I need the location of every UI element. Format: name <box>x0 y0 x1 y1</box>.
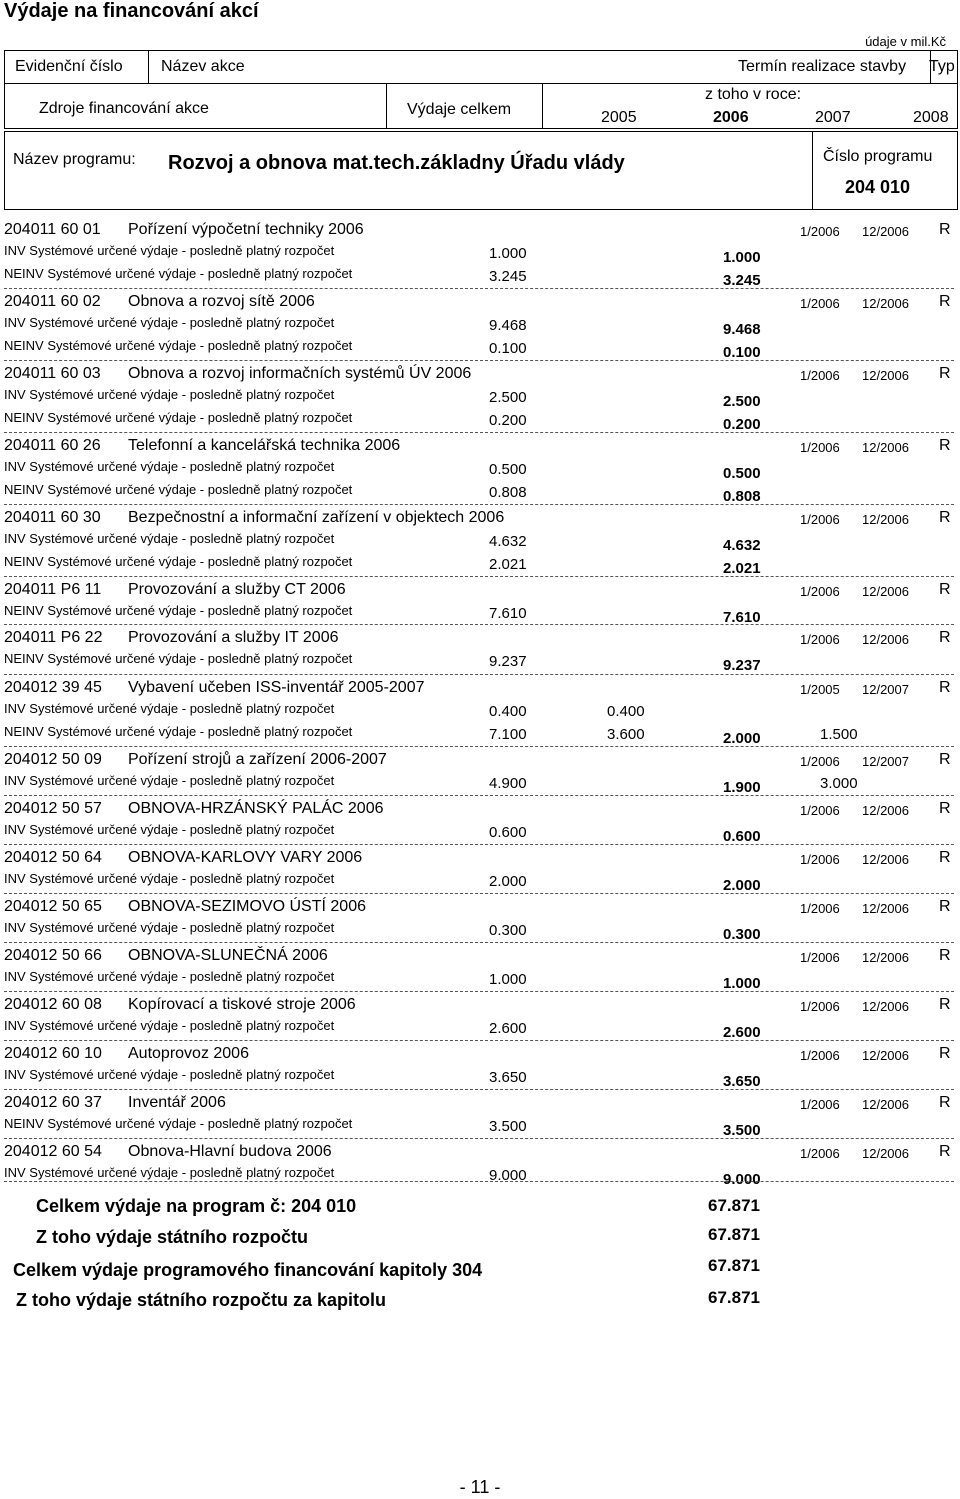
value-2006: 0.100 <box>723 344 761 361</box>
item-code: 204011 60 26 <box>4 437 101 454</box>
item-code: 204012 50 09 <box>4 751 102 768</box>
funding-type: NEINV Systémové určené výdaje - posledně platný rozpočet <box>4 724 353 739</box>
table-row <box>0 724 960 746</box>
row-separator <box>4 504 954 505</box>
item-code: 204011 60 03 <box>4 365 101 382</box>
value-2006: 1.000 <box>723 249 761 266</box>
total-value-program: 67.871 <box>708 1196 760 1215</box>
row-separator <box>4 746 954 747</box>
table-row <box>0 410 960 432</box>
page-number: - 11 - <box>459 1477 501 1497</box>
value-total: 0.100 <box>489 340 527 357</box>
item-type: R <box>939 800 951 817</box>
header-typ: Typ <box>929 58 955 75</box>
table-row <box>0 651 960 673</box>
table-row <box>0 773 960 795</box>
item-date-from: 1/2006 <box>800 512 840 527</box>
row-separator <box>4 1138 954 1139</box>
header-termin: Termín realizace stavby <box>738 58 907 75</box>
program-name: Rozvoj a obnova mat.tech.základny Úřadu vlády <box>168 152 625 174</box>
header-year-2006: 2006 <box>713 109 749 126</box>
program-divider <box>812 132 813 209</box>
list-item <box>0 509 960 581</box>
item-code: 204012 60 37 <box>4 1094 102 1111</box>
value-total: 3.500 <box>489 1118 527 1135</box>
funding-type: INV Systémové určené výdaje - posledně platný rozpočet <box>4 822 335 837</box>
value-2006: 0.600 <box>723 828 761 845</box>
item-date-to: 12/2006 <box>862 999 909 1014</box>
item-date-from: 1/2006 <box>800 296 840 311</box>
list-item <box>0 365 960 437</box>
table-row <box>0 554 960 576</box>
row-separator <box>4 1040 954 1041</box>
header-year-2005: 2005 <box>601 109 637 126</box>
table-row <box>0 1116 960 1138</box>
funding-type: INV Systémové určené výdaje - posledně platný rozpočet <box>4 1165 335 1180</box>
value-2006: 4.632 <box>723 537 761 554</box>
value-total: 1.000 <box>489 971 527 988</box>
table-row <box>0 482 960 504</box>
value-total: 4.632 <box>489 533 527 550</box>
funding-type: INV Systémové určené výdaje - posledně platný rozpočet <box>4 459 335 474</box>
item-code: 204012 60 08 <box>4 996 102 1013</box>
item-code: 204011 P6 11 <box>4 581 102 598</box>
header-nazev-akce: Název akce <box>161 58 245 75</box>
item-date-from: 1/2006 <box>800 803 840 818</box>
item-type: R <box>939 437 951 454</box>
item-name: Autoprovoz 2006 <box>128 1045 249 1062</box>
item-date-to: 12/2006 <box>862 368 909 383</box>
value-2007: 1.500 <box>820 726 858 743</box>
table-row <box>0 969 960 991</box>
row-separator <box>4 795 954 796</box>
value-2006: 7.610 <box>723 609 761 626</box>
table-row <box>0 387 960 409</box>
funding-type: INV Systémové určené výdaje - posledně platný rozpočet <box>4 1018 335 1033</box>
row-separator <box>4 288 954 289</box>
row-separator <box>4 942 954 943</box>
table-row <box>0 459 960 481</box>
header-year-2007: 2007 <box>815 109 851 126</box>
item-type: R <box>939 1045 951 1062</box>
program-number-label: Číslo programu <box>823 148 933 165</box>
list-item <box>0 221 960 293</box>
value-2006: 3.650 <box>723 1073 761 1090</box>
item-date-to: 12/2006 <box>862 1048 909 1063</box>
value-2006: 9.237 <box>723 657 761 674</box>
row-separator <box>4 1181 954 1182</box>
total-label-chapter: Celkem výdaje programového financování kapitoly 304 <box>13 1260 483 1280</box>
value-total: 4.900 <box>489 775 527 792</box>
item-name: Telefonní a kancelářská technika 2006 <box>128 437 401 454</box>
value-total: 2.600 <box>489 1020 527 1037</box>
funding-type: INV Systémové určené výdaje - posledně platný rozpočet <box>4 871 335 886</box>
value-2006: 2.021 <box>723 560 761 577</box>
value-2006: 2.000 <box>723 877 761 894</box>
list-item <box>0 679 960 751</box>
item-name: Pořízení strojů a zařízení 2006-2007 <box>128 751 387 768</box>
item-date-to: 12/2006 <box>862 632 909 647</box>
value-2006: 9.468 <box>723 321 761 338</box>
funding-type: INV Systémové určené výdaje - posledně platný rozpočet <box>4 1067 335 1082</box>
funding-type: NEINV Systémové určené výdaje - posledně platný rozpočet <box>4 603 353 618</box>
item-date-from: 1/2006 <box>800 368 840 383</box>
funding-type: NEINV Systémové určené výdaje - posledně platný rozpočet <box>4 410 353 425</box>
item-type: R <box>939 1143 951 1160</box>
item-name: Obnova a rozvoj informačních systémů ÚV 2006 <box>128 365 472 382</box>
value-2007: 3.000 <box>820 775 858 792</box>
item-name: OBNOVA-HRZÁNSKÝ PALÁC 2006 <box>128 800 384 817</box>
item-type: R <box>939 751 951 768</box>
funding-type: INV Systémové určené výdaje - posledně platný rozpočet <box>4 920 335 935</box>
table-row <box>0 338 960 360</box>
item-date-from: 1/2006 <box>800 632 840 647</box>
item-name: Provozování a služby IT 2006 <box>128 629 339 646</box>
value-total: 2.000 <box>489 873 527 890</box>
value-total: 1.000 <box>489 245 527 262</box>
item-name: OBNOVA-KARLOVY VARY 2006 <box>128 849 363 866</box>
item-name: OBNOVA-SEZIMOVO ÚSTÍ 2006 <box>128 898 366 915</box>
value-total: 2.500 <box>489 389 527 406</box>
item-name: Provozování a služby CT 2006 <box>128 581 346 598</box>
funding-type: INV Systémové určené výdaje - posledně platný rozpočet <box>4 315 335 330</box>
list-item <box>0 437 960 509</box>
value-2006: 1.900 <box>723 779 761 796</box>
item-type: R <box>939 581 951 598</box>
table-row <box>0 871 960 893</box>
item-name: Bezpečnostní a informační zařízení v objektech 2006 <box>128 509 505 526</box>
item-date-from: 1/2006 <box>800 950 840 965</box>
item-date-to: 12/2006 <box>862 1146 909 1161</box>
row-separator <box>4 844 954 845</box>
header-divider <box>148 51 149 83</box>
value-total: 9.237 <box>489 653 527 670</box>
table-row <box>0 243 960 265</box>
header-evidencni-cislo: Evidenční číslo <box>15 58 123 75</box>
value-total: 9.000 <box>489 1167 527 1184</box>
funding-type: NEINV Systémové určené výdaje - posledně platný rozpočet <box>4 554 353 569</box>
item-code: 204011 60 02 <box>4 293 101 310</box>
row-separator <box>4 360 954 361</box>
value-total: 0.600 <box>489 824 527 841</box>
funding-type: NEINV Systémové určené výdaje - posledně platný rozpočet <box>4 1116 353 1131</box>
table-row <box>0 266 960 288</box>
item-type: R <box>939 365 951 382</box>
total-value-state-budget: 67.871 <box>708 1225 760 1244</box>
item-name: Obnova-Hlavní budova 2006 <box>128 1143 332 1160</box>
value-2006: 3.245 <box>723 272 761 289</box>
total-value-chapter-state-budget: 67.871 <box>708 1288 760 1307</box>
value-2006: 0.500 <box>723 465 761 482</box>
item-code: 204012 39 45 <box>4 679 102 696</box>
value-total: 2.021 <box>489 556 527 573</box>
item-code: 204011 60 30 <box>4 509 101 526</box>
item-name: Inventář 2006 <box>128 1094 226 1111</box>
header-divider <box>5 83 957 84</box>
item-type: R <box>939 947 951 964</box>
item-name: Kopírovací a tiskové stroje 2006 <box>128 996 356 1013</box>
item-name: Obnova a rozvoj sítě 2006 <box>128 293 315 310</box>
item-date-to: 12/2006 <box>862 224 909 239</box>
item-name: Pořízení výpočetní techniky 2006 <box>128 221 364 238</box>
value-2006: 0.300 <box>723 926 761 943</box>
value-total: 7.100 <box>489 726 527 743</box>
item-code: 204011 60 01 <box>4 221 101 238</box>
program-number: 204 010 <box>845 177 911 197</box>
row-separator <box>4 674 954 675</box>
item-date-from: 1/2006 <box>800 1048 840 1063</box>
table-row <box>0 1067 960 1089</box>
item-code: 204012 60 10 <box>4 1045 102 1062</box>
item-date-from: 1/2005 <box>800 682 840 697</box>
item-date-from: 1/2006 <box>800 1146 840 1161</box>
table-row <box>0 822 960 844</box>
total-label-chapter-state-budget: Z toho výdaje státního rozpočtu za kapitolu <box>16 1290 387 1310</box>
unit-note: údaje v mil.Kč <box>865 34 946 49</box>
header-vydaje-celkem: Výdaje celkem <box>407 101 512 118</box>
header-zdroje: Zdroje financování akce <box>39 100 209 117</box>
item-date-to: 12/2006 <box>862 803 909 818</box>
table-row <box>0 603 960 625</box>
value-total: 7.610 <box>489 605 527 622</box>
value-total: 0.200 <box>489 412 527 429</box>
item-date-to: 12/2006 <box>862 440 909 455</box>
value-2006: 0.200 <box>723 416 761 433</box>
item-date-to: 12/2006 <box>862 852 909 867</box>
value-2006: 0.808 <box>723 488 761 505</box>
table-row <box>0 1165 960 1187</box>
row-separator <box>4 991 954 992</box>
item-date-to: 12/2007 <box>862 682 909 697</box>
item-type: R <box>939 293 951 310</box>
item-code: 204012 60 54 <box>4 1143 102 1160</box>
table-row <box>0 315 960 337</box>
item-name: Vybavení učeben ISS-inventář 2005-2007 <box>128 679 425 696</box>
funding-type: NEINV Systémové určené výdaje - posledně platný rozpočet <box>4 651 353 666</box>
item-type: R <box>939 898 951 915</box>
total-label-state-budget: Z toho výdaje státního rozpočtu <box>36 1227 309 1247</box>
funding-type: INV Systémové určené výdaje - posledně platný rozpočet <box>4 701 335 716</box>
funding-type: NEINV Systémové určené výdaje - posledně platný rozpočet <box>4 482 353 497</box>
item-date-from: 1/2006 <box>800 852 840 867</box>
table-row <box>0 701 960 723</box>
item-type: R <box>939 849 951 866</box>
value-2005: 3.600 <box>607 726 645 743</box>
item-date-from: 1/2006 <box>800 754 840 769</box>
total-label-program: Celkem výdaje na program č: 204 010 <box>36 1196 357 1216</box>
item-type: R <box>939 509 951 526</box>
row-separator <box>4 1089 954 1090</box>
header-divider <box>542 83 543 129</box>
value-total: 0.808 <box>489 484 527 501</box>
row-separator <box>4 893 954 894</box>
value-2005: 0.400 <box>607 703 645 720</box>
item-date-from: 1/2006 <box>800 901 840 916</box>
item-type: R <box>939 996 951 1013</box>
funding-type: NEINV Systémové určené výdaje - posledně platný rozpočet <box>4 266 353 281</box>
item-date-to: 12/2006 <box>862 296 909 311</box>
value-total: 0.300 <box>489 922 527 939</box>
item-date-from: 1/2006 <box>800 584 840 599</box>
item-code: 204012 50 57 <box>4 800 102 817</box>
funding-type: INV Systémové určené výdaje - posledně platný rozpočet <box>4 773 335 788</box>
row-separator <box>4 576 954 577</box>
item-type: R <box>939 221 951 238</box>
value-2006: 3.500 <box>723 1122 761 1139</box>
row-separator <box>4 432 954 433</box>
funding-type: INV Systémové určené výdaje - posledně platný rozpočet <box>4 387 335 402</box>
funding-type: INV Systémové určené výdaje - posledně platný rozpočet <box>4 969 335 984</box>
list-item <box>0 293 960 365</box>
item-date-to: 12/2006 <box>862 584 909 599</box>
item-date-from: 1/2006 <box>800 440 840 455</box>
item-date-to: 12/2007 <box>862 754 909 769</box>
page-title: Výdaje na financování akcí <box>4 0 259 22</box>
value-2006: 2.000 <box>723 730 761 747</box>
item-date-to: 12/2006 <box>862 512 909 527</box>
table-row <box>0 1018 960 1040</box>
item-type: R <box>939 1094 951 1111</box>
item-date-from: 1/2006 <box>800 999 840 1014</box>
item-code: 204012 50 65 <box>4 898 102 915</box>
table-header <box>4 50 958 129</box>
value-2006: 9.000 <box>723 1171 761 1188</box>
table-row <box>0 531 960 553</box>
item-type: R <box>939 629 951 646</box>
item-name: OBNOVA-SLUNEČNÁ 2006 <box>128 947 328 964</box>
table-row <box>0 920 960 942</box>
value-2006: 2.500 <box>723 393 761 410</box>
item-code: 204012 50 64 <box>4 849 102 866</box>
value-2006: 1.000 <box>723 975 761 992</box>
item-date-from: 1/2006 <box>800 1097 840 1112</box>
header-divider <box>386 83 387 129</box>
value-total: 3.245 <box>489 268 527 285</box>
row-separator <box>4 624 954 625</box>
item-date-to: 12/2006 <box>862 950 909 965</box>
value-total: 9.468 <box>489 317 527 334</box>
item-code: 204011 P6 22 <box>4 629 103 646</box>
value-total: 0.500 <box>489 461 527 478</box>
value-total: 3.650 <box>489 1069 527 1086</box>
value-2006: 2.600 <box>723 1024 761 1041</box>
funding-type: INV Systémové určené výdaje - posledně platný rozpočet <box>4 243 335 258</box>
header-z-toho: z toho v roce: <box>705 86 802 103</box>
funding-type: INV Systémové určené výdaje - posledně platný rozpočet <box>4 531 335 546</box>
value-total: 0.400 <box>489 703 527 720</box>
item-code: 204012 50 66 <box>4 947 102 964</box>
item-date-to: 12/2006 <box>862 901 909 916</box>
item-date-to: 12/2006 <box>862 1097 909 1112</box>
header-year-2008: 2008 <box>913 109 949 126</box>
item-type: R <box>939 679 951 696</box>
program-box <box>4 131 958 210</box>
program-label: Název programu: <box>13 151 136 168</box>
funding-type: NEINV Systémové určené výdaje - posledně platný rozpočet <box>4 338 353 353</box>
item-date-from: 1/2006 <box>800 224 840 239</box>
total-value-chapter: 67.871 <box>708 1256 760 1275</box>
